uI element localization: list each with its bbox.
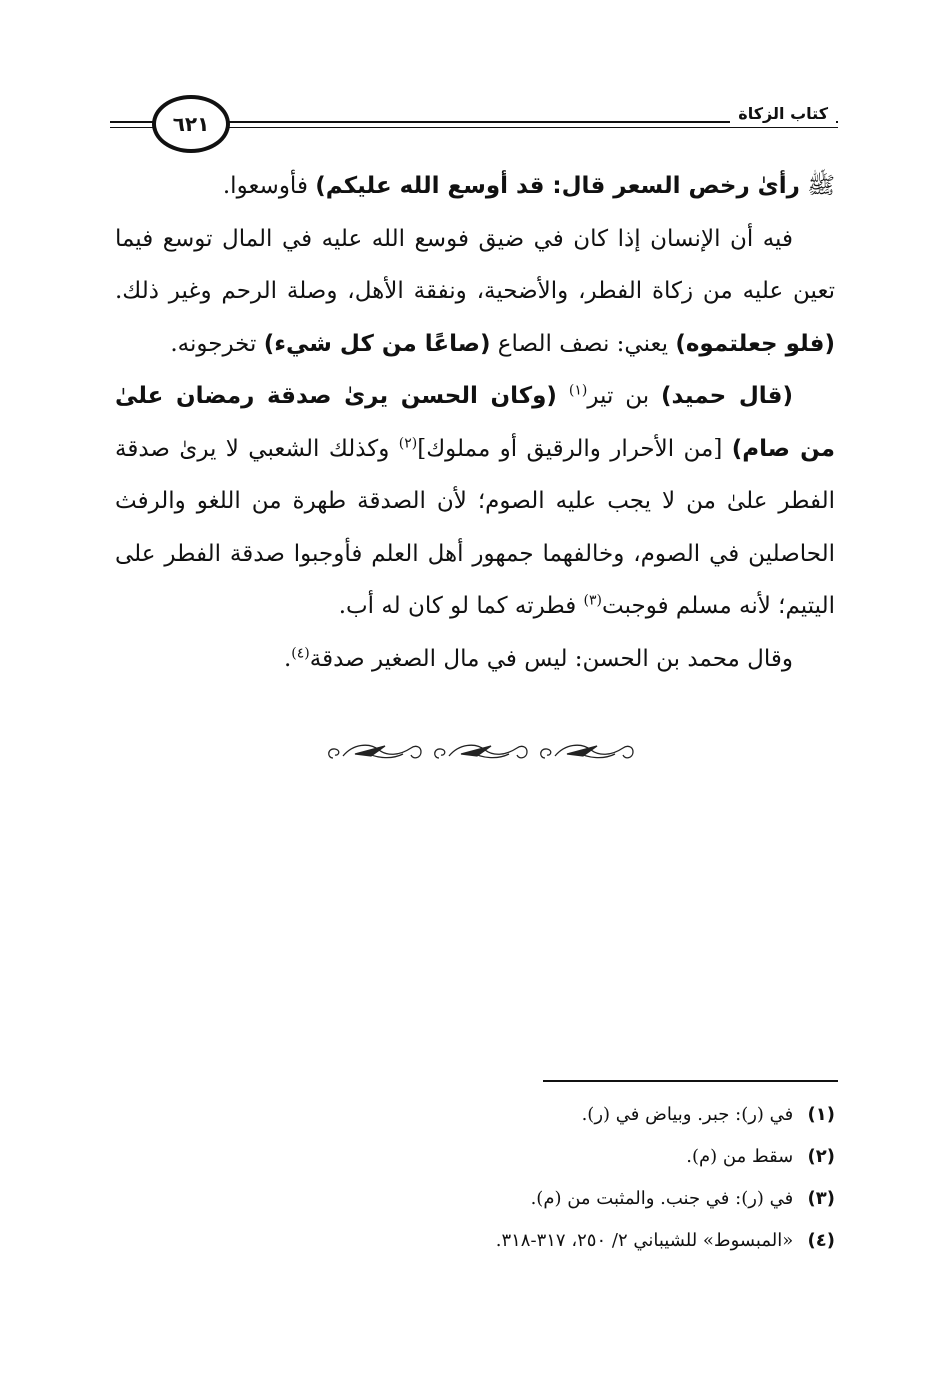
text-run: [من الأحرار والرقيق أو مملوك] <box>417 435 732 462</box>
bold-text: (فلو جعلتموه) <box>675 330 835 357</box>
text-run: فطرته كما لو كان له أب. <box>338 593 584 619</box>
paragraph <box>115 213 835 371</box>
footnote-ref: (٣) <box>583 592 602 609</box>
header-rule <box>220 127 838 128</box>
page-number: ٦٢١ <box>172 112 210 136</box>
page-number-badge <box>152 95 230 153</box>
footnote-separator <box>543 1080 838 1082</box>
footnote-number: (٣) <box>807 1188 835 1209</box>
footnote-text: سقط من (م). <box>686 1146 794 1167</box>
footnote-item <box>300 1136 835 1178</box>
footnote-text: في (ر): جبر. وبياض في (ر). <box>581 1104 794 1125</box>
text-run <box>557 383 569 409</box>
text-run: تخرجونه. <box>170 330 264 357</box>
footnote-item <box>300 1178 835 1220</box>
paragraph <box>115 160 835 213</box>
bold-text: (صاعًا من كل شيء) <box>263 330 491 357</box>
text-run: . <box>283 645 292 672</box>
bold-text: (قال حميد) <box>661 383 793 409</box>
footnote-item <box>300 1094 835 1136</box>
text-run: فيه أن الإنسان إذا كان في ضيق فوسع الله عليه في المال توسع فيما تعين عليه من زكاة الفطر، والأضحية، ونفقة الأهل، وصلة الرحم وغير ذلك. <box>115 225 835 304</box>
paragraph <box>115 370 835 633</box>
footnote-ref: (٢) <box>398 434 418 451</box>
bold-text: رأىٰ رخص السعر قال: قد أوسع الله عليكم) <box>315 173 800 199</box>
paragraph <box>115 633 835 686</box>
text-run: بن تير <box>587 383 662 409</box>
text-run: وقال محمد بن الحسن: ليس في مال الصغير صدقة <box>309 645 793 672</box>
footnote-text: في (ر): في جنب. والمثبت من (م). <box>530 1188 794 1209</box>
text-run: فأوسعوا. <box>222 173 316 199</box>
footnote-number: (٤) <box>807 1230 835 1251</box>
footnote-item <box>300 1220 835 1262</box>
ornament-divider-icon <box>325 736 640 768</box>
footnote-ref: (١) <box>568 382 588 399</box>
footnote-number: (١) <box>807 1104 835 1125</box>
text-run: وكذلك الشعبي لا يرىٰ صدقة الفطر علىٰ من لا يجب عليه الصوم؛ لأن الصدقة طهرة من اللغو والرفث الحاصلين في الصوم، وخالفهما جمهور أهل العلم فأوجبوا صدقة الفطر على اليتيم؛ لأنه مسلم فوجبت <box>115 435 835 619</box>
footnote-ref: (٤) <box>291 644 310 661</box>
body-text <box>115 160 835 685</box>
page-header <box>110 95 838 159</box>
bold-text: (وكان الحسن يرىٰ صدقة رمضان علىٰ من صام) <box>115 383 836 462</box>
book-title: كتاب الزكاة <box>730 104 836 123</box>
text-run: ﷺ <box>799 173 835 199</box>
text-run: يعني: نصف الصاع <box>490 330 676 357</box>
footnote-text: «المبسوط» للشيباني ٢/ ٢٥٠، ٣١٧-٣١٨. <box>495 1230 794 1251</box>
footnotes <box>300 1094 835 1262</box>
footnote-number: (٢) <box>807 1146 835 1167</box>
